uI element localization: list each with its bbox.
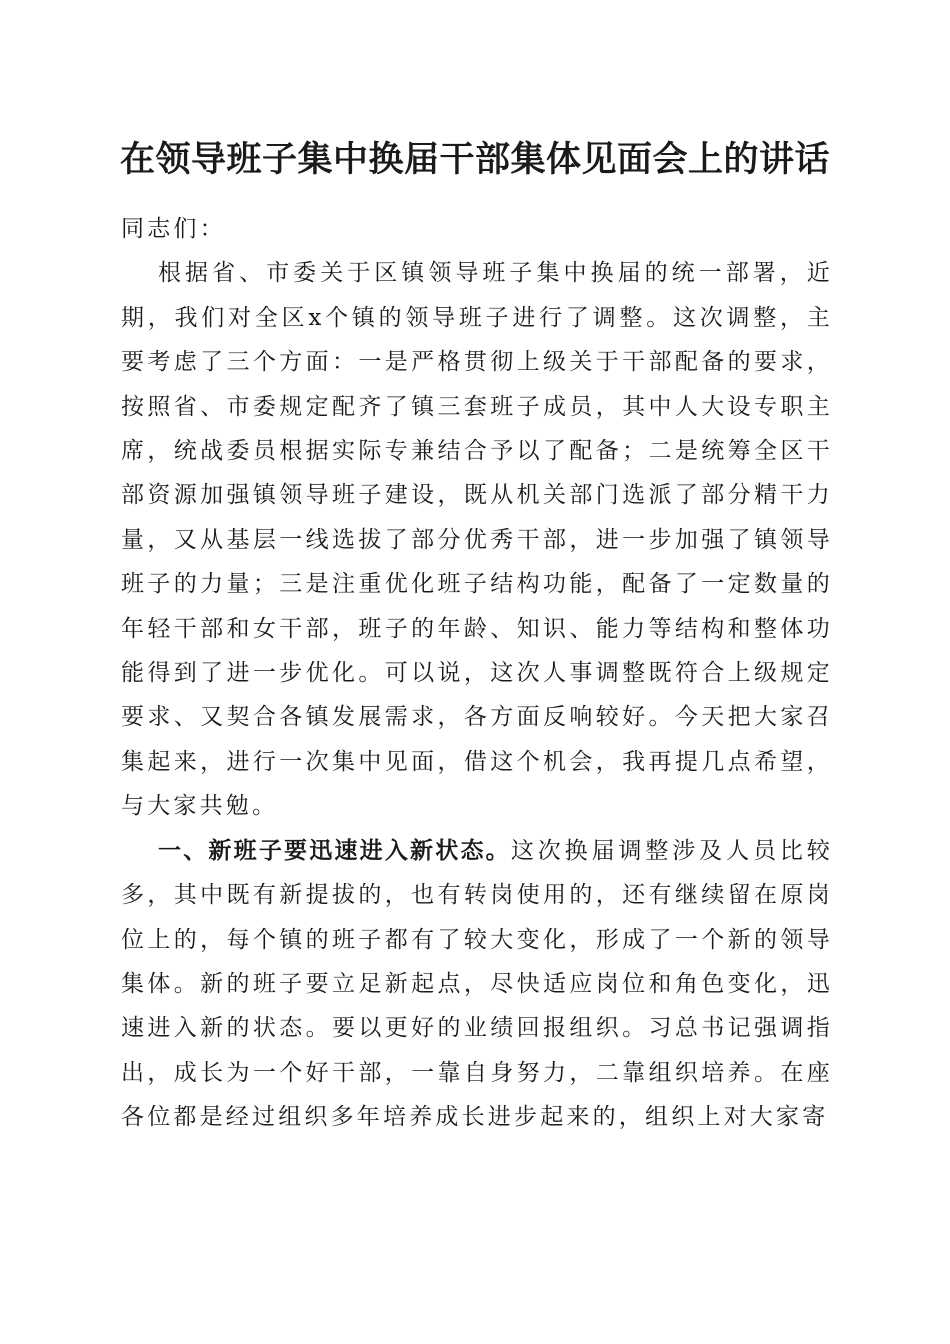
document-title: 在领导班子集中换届干部集体见面会上的讲话 (119, 139, 830, 180)
salutation: 同志们： (121, 216, 226, 242)
paragraph-section-1 (121, 829, 833, 1140)
document-body (121, 207, 833, 1140)
paragraph-intro: 根据省、市委关于区镇领导班子集中换届的统一部署，近期，我们对全区x个镇的领导班子进行了调整。这次调整，主要考虑了三个方面：一是严格贯彻上级关于干部配备的要求，按照省、市委规定配齐了镇三套班子成员，其中人大设专职主席，统战委员根据实际专兼结合予以了配备；二是统筹全区干部资源加强镇领导班子建设，既从机关部门选派了部分精干力量，又从基层一线选拔了部分优秀干部，进一步加强了镇领导班子的力量；三是注重优化班子结构功能，配备了一定数量的年轻干部和女干部，班子的年龄、知识、能力等结构和整体功能得到了进一步优化。可以说，这次人事调整既符合上级规定要求、又契合各镇发展需求，各方面反响较好。今天把大家召集起来，进行一次集中见面，借这个机会，我再提几点希望，与大家共勉。 (121, 260, 833, 820)
section-1-heading: 一、新班子要迅速进入新状态。 (158, 837, 511, 864)
section-1-text: 这次换届调整涉及人员比较多，其中既有新提拔的，也有转岗使用的，还有继续留在原岗位上的，每个镇的班子都有了较大变化，形成了一个新的领导集体。新的班子要立足新起点，尽快适应岗位和角色变化，迅速进入新的状态。要以更好的业绩回报组织。习总书记强调指出，成长为一个好干部，一靠自身努力，二靠组织培养。在座各位都是经过组织多年培养成长进步起来的，组织上对大家寄 (121, 837, 834, 1131)
